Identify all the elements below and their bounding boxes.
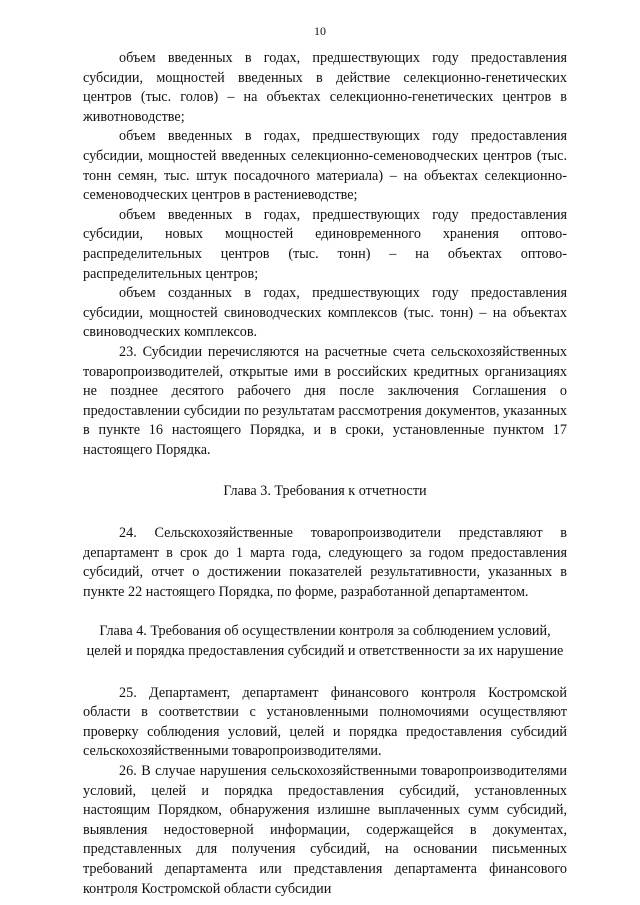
page-number: 10 <box>314 24 326 38</box>
paragraph-24: 24. Сельскохозяйственные товаропроизводители представляют в департамент в срок до 1 марта года, следующего за годом предоставления субсидий, отчет о достижении показателей результативности, указанных в пункте 22 настоящего Порядка, по форме, разработанной департаментом. <box>83 525 567 600</box>
paragraph-capacity-pig-complexes: объем созданных в годах, предшествующих году предоставления субсидии, мощностей свиноводческих комплексов (тыс. тонн) – на объектах свиноводческих комплексов. <box>83 285 567 341</box>
chapter-4-heading: Глава 4. Требования об осуществлении контроля за соблюдением условий, целей и порядка предоставления субсидий и ответственности за их нарушение <box>86 623 564 660</box>
paragraph-25: 25. Департамент, департамент финансового контроля Костромской области в соответствии с установленными полномочиями осуществляют проверку соблюдения условий, целей и порядка предоставления субсидий сельскохозяйственными товаропроизводителями. <box>83 684 567 760</box>
paragraph-23: 23. Субсидии перечисляются на расчетные счета сельскохозяйственных товаропроизводителей, открытые ими в российских кредитных организациях не позднее десятого рабочего дня после заключения Соглашения о предоставлении субсидии по результатам рассмотрения документов, указанных в пункте 16 настоящего Порядка, и в сроки, установленные пунктом 17 настоящего Порядка. <box>83 343 567 458</box>
paragraph-capacity-seed-centers: объем введенных в годах, предшествующих году предоставления субсидии, мощностей введенных селекционно-семеноводческих центров (тыс. тонн семян, тыс. штук посадочного материала) – на объектах селекционно-семеноводческих центров в растениеводстве; <box>83 128 567 204</box>
document-body <box>83 49 567 899</box>
chapter-3-heading: Глава 3. Требования к отчетности <box>223 483 427 500</box>
paragraph-26: 26. В случае нарушения сельскохозяйственными товаропроизводителями условий, целей и порядка предоставления субсидий, установленных настоящим Порядком, обнаружения излишне выплаченных сумм субсидий, выявления недостоверной информации, содержащейся в документах, представленных для получения субсидий, на основании письменных требований департамента или представления департамента финансового контроля Костромской области субсидии <box>83 763 567 897</box>
paragraph-capacity-wholesale-centers: объем введенных в годах, предшествующих году предоставления субсидии, новых мощностей единовременного хранения оптово-распределительных центров (тыс. тонн) – на объектах оптово-распределительных центров; <box>83 206 567 282</box>
paragraph-capacity-genetic-centers: объем введенных в годах, предшествующих году предоставления субсидии, мощностей введенных в действие селекционно-генетических центров (тыс. голов) – на объектах селекционно-генетических центров в животноводстве; <box>83 50 567 125</box>
